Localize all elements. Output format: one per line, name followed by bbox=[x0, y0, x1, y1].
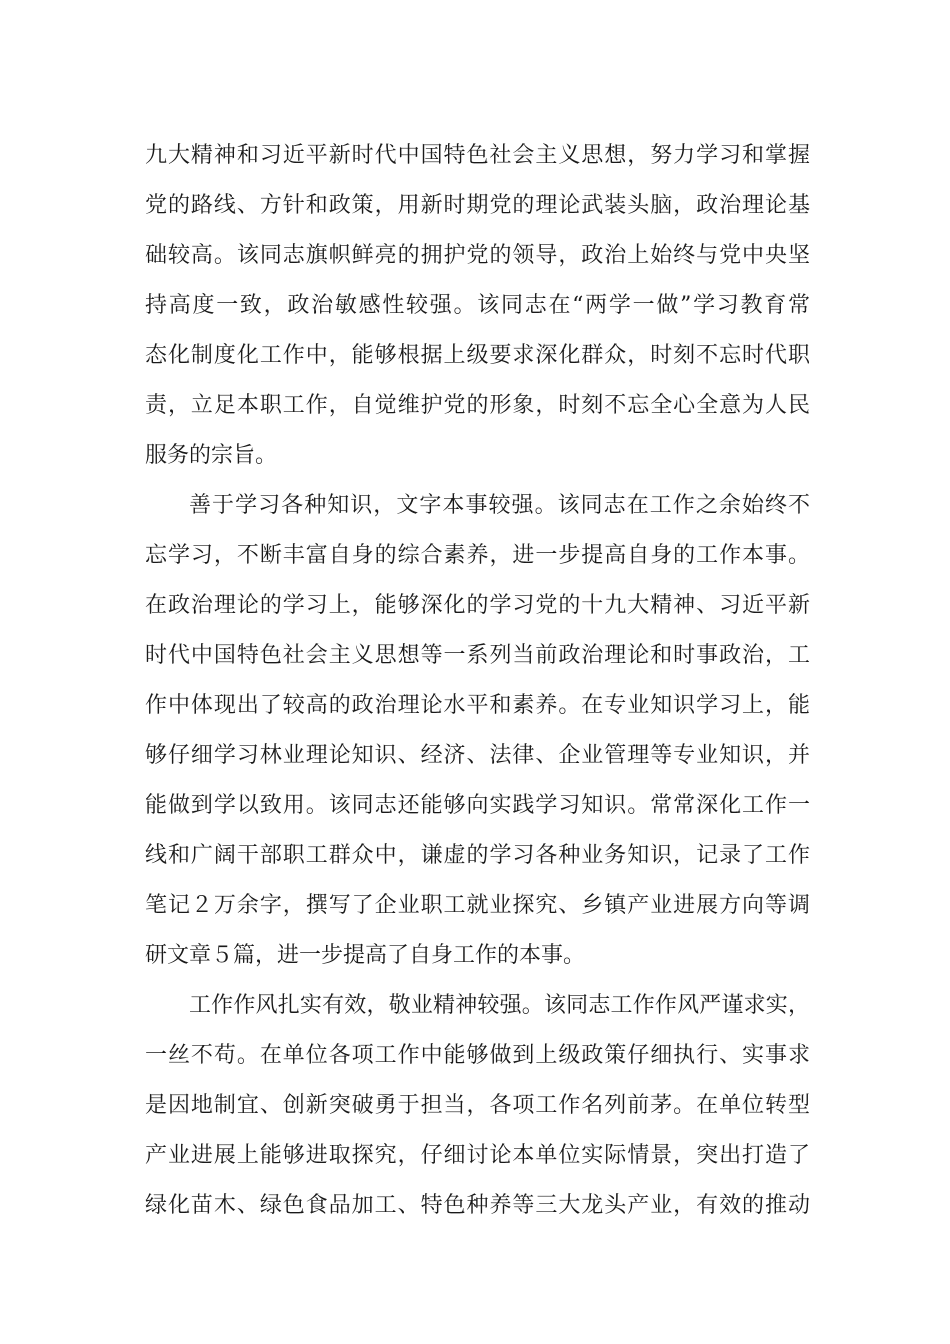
text-line: 忘学习，不断丰富自身的综合素养，进一步提高自身的工作本事。 bbox=[145, 543, 810, 568]
text-line: 产业进展上能够进取探究，仔细讨论本单位实际情景，突出打造了 bbox=[145, 1143, 810, 1168]
text-line: 研文章５篇，进一步提高了自身工作的本事。 bbox=[145, 943, 586, 968]
text-line: 笔记２万余字，撰写了企业职工就业探究、乡镇产业进展方向等调 bbox=[145, 893, 810, 918]
text-line: 九大精神和习近平新时代中国特色社会主义思想，努力学习和掌握 bbox=[145, 143, 810, 168]
text-line: 时代中国特色社会主义思想等一系列当前政治理论和时事政治，工 bbox=[145, 643, 810, 668]
text-line: 一丝不苟。在单位各项工作中能够做到上级政策仔细执行、实事求 bbox=[145, 1043, 810, 1068]
text-line: 党的路线、方针和政策，用新时期党的理论武装头脑，政治理论基 bbox=[145, 193, 810, 218]
text-line: 线和广阔干部职工群众中，谦虚的学习各种业务知识，记录了工作 bbox=[145, 843, 810, 868]
text-line: 服务的宗旨。 bbox=[145, 443, 278, 468]
text-line: 在政治理论的学习上，能够深化的学习党的十九大精神、习近平新 bbox=[145, 593, 810, 618]
text-line: 作中体现出了较高的政治理论水平和素养。在专业知识学习上，能 bbox=[145, 693, 810, 718]
text-line: 工作作风扎实有效，敬业精神较强。该同志工作作风严谨求实， bbox=[189, 993, 810, 1018]
text-line: 能做到学以致用。该同志还能够向实践学习知识。常常深化工作一 bbox=[145, 793, 810, 818]
text-line: 绿化苗木、绿色食品加工、特色种养等三大龙头产业，有效的推动 bbox=[145, 1193, 810, 1218]
text-line: 础较高。该同志旗帜鲜亮的拥护党的领导，政治上始终与党中央坚 bbox=[145, 243, 810, 268]
text-line: 够仔细学习林业理论知识、经济、法律、企业管理等专业知识，并 bbox=[145, 743, 810, 768]
text-line: 态化制度化工作中，能够根据上级要求深化群众，时刻不忘时代职 bbox=[145, 343, 810, 368]
text-line: 善于学习各种知识，文字本事较强。该同志在工作之余始终不 bbox=[189, 493, 810, 518]
text-line: 责，立足本职工作，自觉维护党的形象，时刻不忘全心全意为人民 bbox=[145, 393, 810, 418]
text-line: 是因地制宜、创新突破勇于担当，各项工作名列前茅。在单位转型 bbox=[145, 1093, 810, 1118]
body-text bbox=[145, 131, 810, 1231]
text-line: 持高度一致，政治敏感性较强。该同志在“两学一做”学习教育常 bbox=[145, 293, 810, 318]
